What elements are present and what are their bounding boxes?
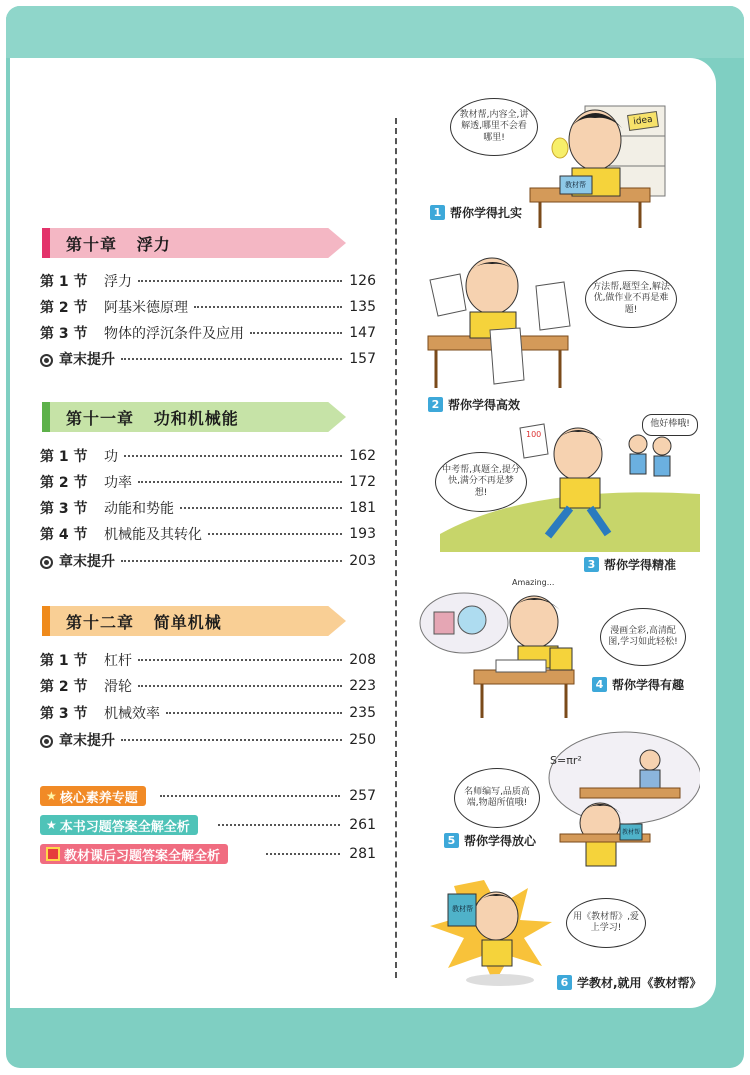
caption-number: 5 <box>444 833 459 848</box>
section-name: 章末提升 <box>59 352 115 368</box>
panel-illustration <box>424 876 704 986</box>
toc-row-chapter-end[interactable] <box>40 348 376 370</box>
speech-bubble-small: 他好棒哦! <box>642 414 698 436</box>
banner-bar <box>42 402 50 432</box>
section-number: 第 3 节 <box>40 326 88 342</box>
section-number: 第 2 节 <box>40 679 88 695</box>
page-number: 281 <box>349 846 376 862</box>
section-name: 功 <box>104 449 118 465</box>
caption-number: 4 <box>592 677 607 692</box>
top-band <box>6 6 744 58</box>
caption-text: 帮你学得精准 <box>604 558 677 572</box>
target-icon <box>40 354 53 367</box>
leader-dots <box>124 455 342 457</box>
page-number: 193 <box>349 526 376 542</box>
toc-row[interactable] <box>40 649 376 671</box>
leader-dots <box>121 560 342 562</box>
section-number: 第 2 节 <box>40 475 88 491</box>
chapter-10-banner <box>42 228 346 258</box>
page-number: 261 <box>349 817 376 833</box>
toc-row[interactable] <box>40 471 376 493</box>
caption-number: 2 <box>428 397 443 412</box>
caption-text: 学教材,就用《教材帮》 <box>577 976 702 990</box>
comic-panel-4 <box>414 578 704 718</box>
section-name: 滑轮 <box>104 679 132 695</box>
page-number: 208 <box>349 652 376 668</box>
column-divider <box>395 118 397 978</box>
idea-sign: idea <box>627 111 659 131</box>
textbook-answer-tag[interactable] <box>40 844 228 864</box>
panel-illustration <box>420 250 710 390</box>
caption-number: 6 <box>557 975 572 990</box>
comic-panel-6 <box>424 876 704 986</box>
caption-text: 帮你学得放心 <box>464 834 537 848</box>
section-name: 阿基米德原理 <box>104 300 188 316</box>
section-name: 浮力 <box>104 274 132 290</box>
caption-number: 3 <box>584 557 599 572</box>
banner-bar <box>42 228 50 258</box>
star-icon: ★ <box>46 789 57 803</box>
speech-bubble: 中考帮,真题全,提分快,满分不再是梦想! <box>435 452 527 512</box>
speech-bubble: 漫画全彩,高清配图,学习如此轻松! <box>600 608 686 666</box>
page-number: 162 <box>349 448 376 464</box>
leader-dots <box>121 739 342 741</box>
toc-row[interactable] <box>40 322 376 344</box>
panel-caption-3 <box>584 556 676 573</box>
section-number: 第 3 节 <box>40 706 88 722</box>
section-name: 物体的浮沉条件及应用 <box>104 326 244 342</box>
page-number: 203 <box>349 553 376 569</box>
leader-dots <box>138 280 342 282</box>
comic-panel-3 <box>420 414 710 554</box>
leader-dots <box>250 332 342 334</box>
leader-dots <box>218 824 340 826</box>
speech-bubble: 教材帮,内容全,讲解透,哪里不会看哪里! <box>450 98 538 156</box>
section-name: 机械能及其转化 <box>104 527 202 543</box>
chapter-11-banner <box>42 402 346 432</box>
leader-dots <box>266 853 340 855</box>
book-label: 教材帮 <box>622 829 641 836</box>
toc-row[interactable] <box>40 497 376 519</box>
leader-dots <box>160 795 340 797</box>
amazing-text: Amazing... <box>512 578 555 587</box>
speech-bubble: 名师编写,品质高端,物超所值哦! <box>454 768 540 828</box>
special-row <box>266 843 376 865</box>
leader-dots <box>138 481 342 483</box>
banner-bar <box>42 606 50 636</box>
chapter-title: 第十一章 功和机械能 <box>66 408 239 428</box>
page-number: 223 <box>349 678 376 694</box>
chapter-title: 第十二章 简单机械 <box>66 612 222 632</box>
caption-text: 帮你学得高效 <box>448 398 521 412</box>
answer-key-tag[interactable] <box>40 815 198 835</box>
section-number: 第 3 节 <box>40 501 88 517</box>
leader-dots <box>208 533 342 535</box>
toc-row[interactable] <box>40 675 376 697</box>
page-number: 250 <box>349 732 376 748</box>
leader-dots <box>138 685 342 687</box>
page-number: 181 <box>349 500 376 516</box>
special-row <box>218 814 376 836</box>
section-name: 杠杆 <box>104 653 132 669</box>
section-number: 第 1 节 <box>40 653 88 669</box>
page-number: 235 <box>349 705 376 721</box>
tag-label: 教材课后习题答案全解全析 <box>64 848 221 864</box>
toc-row[interactable] <box>40 702 376 724</box>
toc-row[interactable] <box>40 523 376 545</box>
page-number: 257 <box>349 788 376 804</box>
target-icon <box>40 556 53 569</box>
section-name: 动能和势能 <box>104 501 174 517</box>
book-label: 教材帮 <box>452 905 473 913</box>
speech-bubble: 用《教材帮》,爱上学习! <box>566 898 646 948</box>
chapter-title: 第十章 浮力 <box>66 234 171 254</box>
tag-label: 本书习题答案全解全析 <box>59 819 190 835</box>
speech-bubble: 方法帮,题型全,解法优,做作业不再是难题! <box>585 270 677 328</box>
caption-number: 1 <box>430 205 445 220</box>
page-number: 172 <box>349 474 376 490</box>
star-icon: ★ <box>46 818 57 832</box>
section-number: 第 1 节 <box>40 274 88 290</box>
leader-dots <box>194 306 342 308</box>
page-number: 126 <box>349 273 376 289</box>
caption-text: 帮你学得扎实 <box>450 206 523 220</box>
target-icon <box>40 735 53 748</box>
caption-text: 帮你学得有趣 <box>612 678 685 692</box>
special-row <box>160 785 376 807</box>
leader-dots <box>121 358 342 360</box>
toc-row-chapter-end[interactable] <box>40 550 376 572</box>
gift-icon <box>46 847 60 861</box>
section-name: 章末提升 <box>59 554 115 570</box>
toc-row[interactable] <box>40 270 376 292</box>
panel-caption-2 <box>428 396 520 413</box>
toc-row[interactable] <box>40 445 376 467</box>
panel-caption-6 <box>557 974 702 991</box>
leader-dots <box>138 659 342 661</box>
section-number: 第 2 节 <box>40 300 88 316</box>
core-literacy-tag[interactable] <box>40 786 146 806</box>
leader-dots <box>166 712 342 714</box>
comic-panel-2 <box>420 250 710 390</box>
panel-caption-1 <box>430 204 522 221</box>
section-name: 章末提升 <box>59 733 115 749</box>
book-label: 教材帮 <box>565 181 586 189</box>
page-number: 135 <box>349 299 376 315</box>
section-number: 第 1 节 <box>40 449 88 465</box>
section-name: 机械效率 <box>104 706 160 722</box>
section-number: 第 4 节 <box>40 527 88 543</box>
toc-row[interactable] <box>40 296 376 318</box>
score-100-text: 100 <box>526 430 542 439</box>
page-number: 157 <box>349 351 376 367</box>
panel-caption-5 <box>444 832 536 849</box>
page-number: 147 <box>349 325 376 341</box>
chapter-12-banner <box>42 606 346 636</box>
tag-label: 核心素养专题 <box>59 790 138 806</box>
section-name: 功率 <box>104 475 132 491</box>
toc-row-chapter-end[interactable] <box>40 729 376 751</box>
formula-text: S=πr² <box>550 754 582 767</box>
leader-dots <box>180 507 342 509</box>
panel-caption-4 <box>592 676 684 693</box>
